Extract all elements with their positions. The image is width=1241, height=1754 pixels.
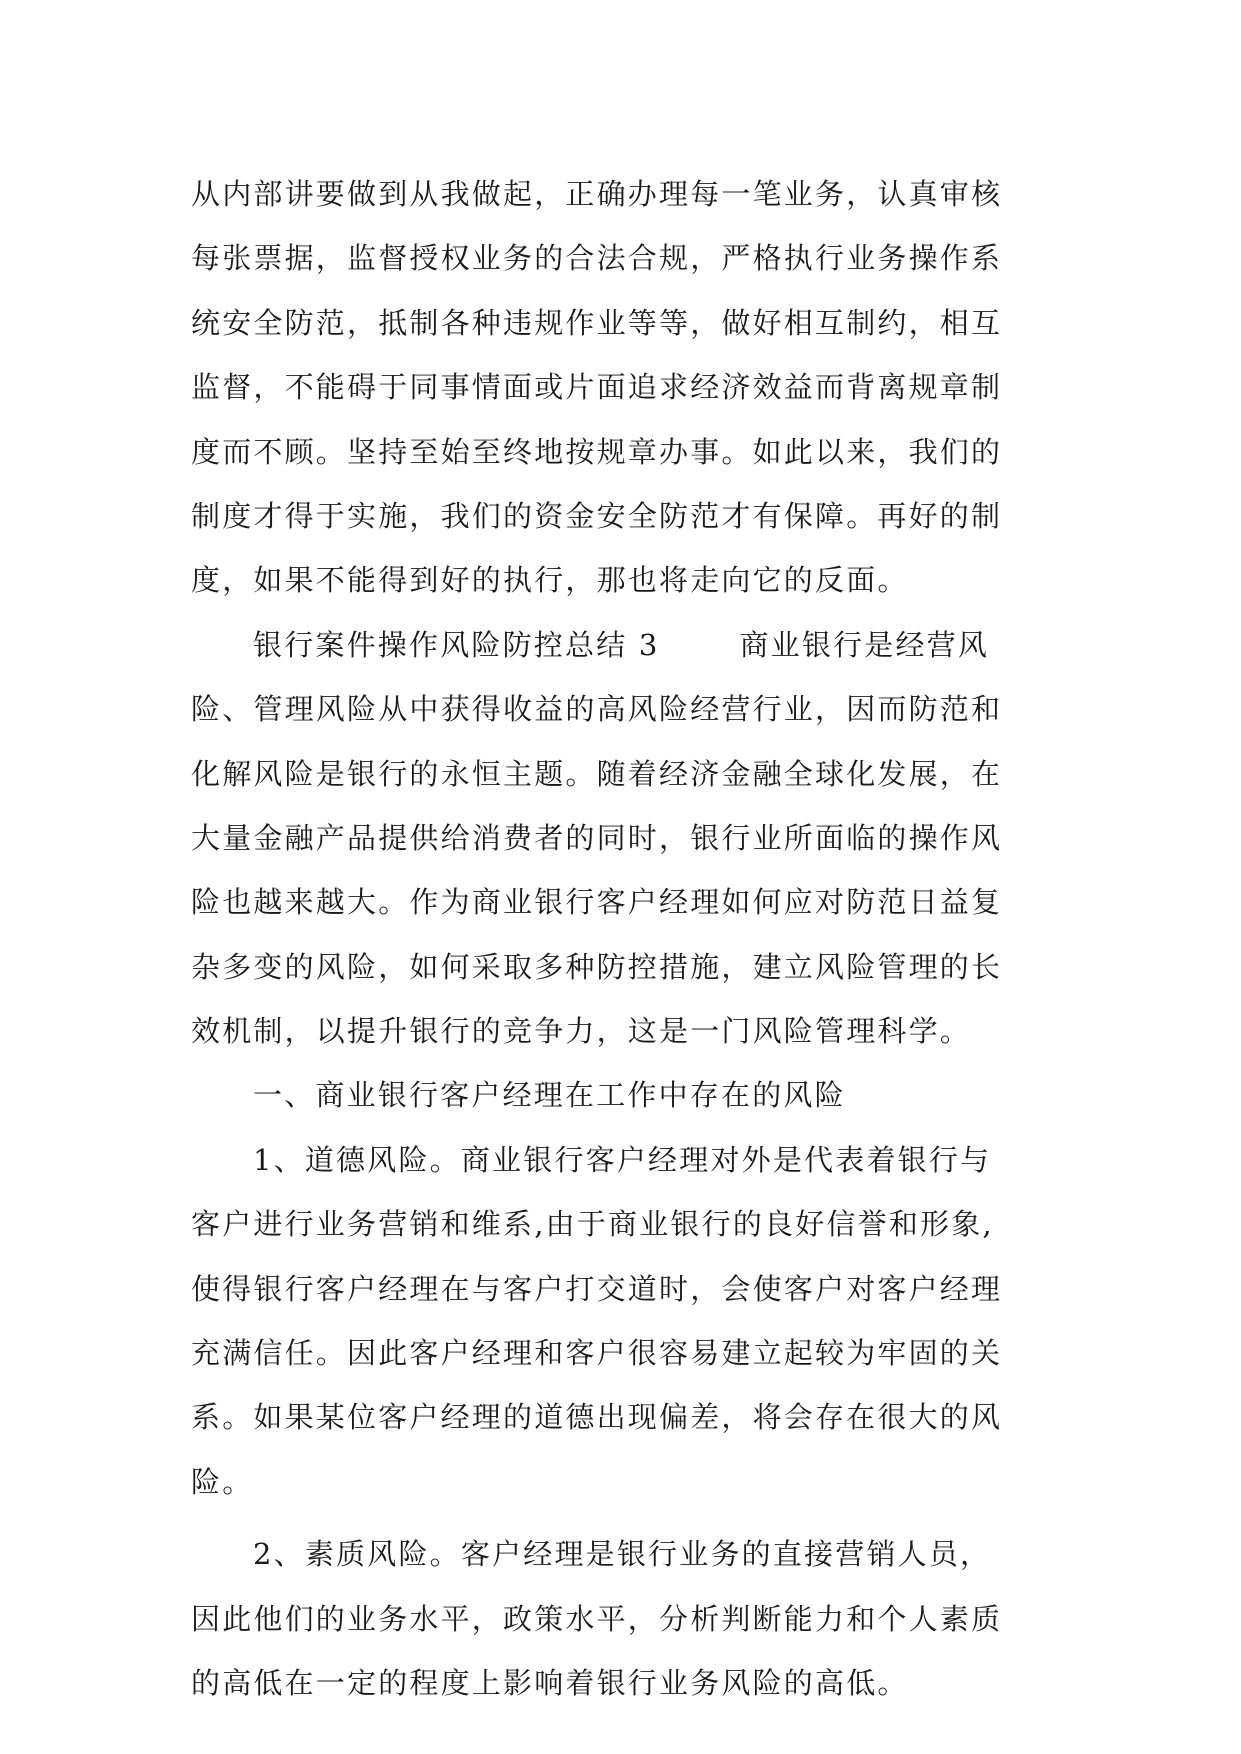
- section-heading: 银行案件操作风险防控总结 3: [253, 627, 660, 662]
- paragraph-lead: 商业银行是经营风: [739, 627, 990, 662]
- text-line: 统安全防范，抵制各种违规作业等等，做好相互制约，相互: [191, 305, 1003, 340]
- text-line: 险、管理风险从中获得收益的高风险经营行业，因而防范和: [191, 692, 1003, 727]
- text-line: 效机制，以提升银行的竞争力，这是一门风险管理科学。: [191, 1014, 972, 1049]
- text-line: 杂多变的风险，如何采取多种防控措施，建立风险管理的长: [191, 949, 1003, 984]
- text-line: 险。: [191, 1464, 254, 1499]
- paragraph-4: [191, 1128, 1053, 1514]
- text-line: 从内部讲要做到从我做起，正确办理每一笔业务，认真审核: [191, 177, 1003, 211]
- text-line: 制度才得于实施，我们的资金安全防范才有保障。再好的制: [191, 498, 1003, 533]
- text-line: 度，如果不能得到好的执行，那也将走向它的反面。: [191, 563, 909, 598]
- paragraph-3: [191, 1063, 1053, 1127]
- text-line: 的高低在一定的程度上影响着银行业务风险的高低。: [191, 1665, 909, 1700]
- paragraph-2: [191, 613, 1053, 1064]
- text-line: 因此他们的业务水平，政策水平，分析判断能力和个人素质: [191, 1601, 1003, 1636]
- text-line: 充满信任。因此客户经理和客户很容易建立起较为牢固的关: [191, 1336, 1003, 1371]
- text-line: 大量金融产品提供给消费者的同时，银行业所面临的操作风: [191, 820, 1003, 855]
- text-line: 使得银行客户经理在与客户打交道时，会使客户对客户经理: [191, 1271, 1003, 1306]
- text-line: 险也越来越大。作为商业银行客户经理如何应对防范日益复: [191, 885, 1003, 920]
- text-line: 系。如果某位客户经理的道德出现偏差，将会存在很大的风: [191, 1400, 1003, 1435]
- text-line: 化解风险是银行的永恒主题。随着经济金融全球化发展，在: [191, 756, 1003, 791]
- document-body: [191, 162, 1053, 1715]
- text-line: 2、素质风险。客户经理是银行业务的直接营销人员，: [253, 1537, 992, 1572]
- text-line: 客户进行业务营销和维系,由于商业银行的良好信誉和形象,: [191, 1207, 994, 1242]
- text-line: 1、道德风险。商业银行客户经理对外是代表着银行与: [253, 1142, 992, 1177]
- text-line: 每张票据，监督授权业务的合法合规，严格执行业务操作系: [191, 241, 1003, 276]
- text-line: 度而不顾。坚持至始至终地按规章办事。如此以来，我们的: [191, 434, 1003, 469]
- paragraph-gap: [191, 1514, 1053, 1522]
- section-heading-line: [191, 613, 1053, 677]
- subheading-line: 一、商业银行客户经理在工作中存在的风险: [253, 1078, 846, 1113]
- text-line: 监督，不能碍于同事情面或片面追求经济效益而背离规章制: [191, 370, 1003, 405]
- paragraph-1: [191, 162, 1053, 613]
- paragraph-5: [191, 1522, 1053, 1715]
